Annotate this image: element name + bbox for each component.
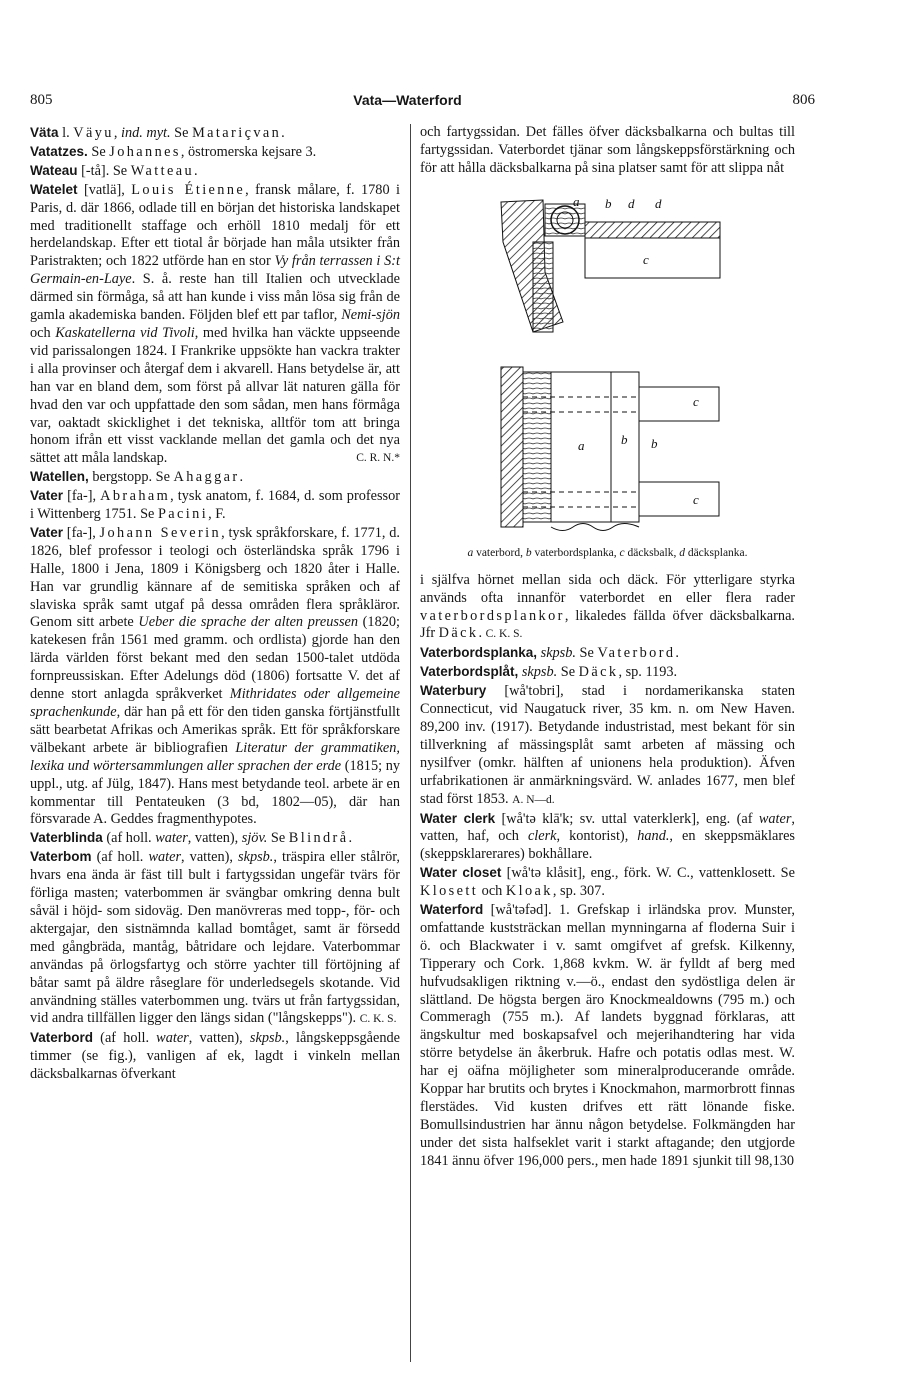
left-page-number: 805 [30, 92, 53, 108]
entry-vata: Väta l. Väyu, ind. myt. Se Matariçvan. [30, 125, 285, 141]
signature: A. N—d. [512, 793, 555, 806]
label-d: d [627, 195, 634, 211]
vaterbord-figure [493, 182, 723, 542]
entry-vaterbord: Vaterbord (af holl. water, vatten), skpsb., långskeppsgående timmer (se fig.), vanligen af ek, lagdt i vinkeln mellan däcksbalkarnas öfverkant [30, 1030, 401, 1083]
label-c: c [642, 251, 649, 267]
entry-waterford: Waterford [wå'təfəd]. 1. Grefskap i irländska prov. Munster, omfattande kuststräckan mellan mynningarna af floderna Suir i ö. och Blackwater i v. samt omgifvet af grefsk. Kilkenny, Tipperary och Cork. 1,868 kvkm. W. är fylldt af berg med hufvudsakligen riktning v.—ö., endast den sydöstliga delen är slättland. De högsta bergen äro Knockmealdowns (795 m.) och Commeragh (755 m.). Af landets byggnad förklaras, att ängskultur med boskapsafvel och mejerihandtering har vida större betydelse än åkerbruk. Hafre och potatis odlas mest. W. har ej oäfna möjligheter som mineralproducerande område. Koppar har brutits och brytes i Knockmahon, marmorbrott finnas flerstädes. Vid kusten drifves ett rätt lönande fiske. Bomullsindustrien har ännu någon betydelse. Folkmängden har under det sista halfseklet varit i starkt aftagande; den utgjorde 1841 ännu öfver 196,000 pers., men hade 1891 sjunkit till 98,130 [420, 902, 795, 1169]
entry-waterbury: Waterbury [wå'tobri], stad i nordamerikanska staten Connecticut, vid Naugatuck river, 35 km. n. om New Haven. 89,200 inv. (1917). Betydande industristad, mest bekant för sin tillverkning af mässingsplåt samt arbeten af mässing och nysilfver (omkr. hälften af unionens hela produktion). Äfven urfabrikationen är anmärkningsvärd. W. anlades 1677, men blef stad först 1853. A. N—d. [420, 683, 795, 807]
continuation-text-2: i själfva hörnet mellan sida och däck. För ytterligare styrka används ofta innanför vaterbordet en eller flera rader vaterbordsplankor, likaledes fällda öfver däcksbalkarna. Jfr Däck. C. K. S. [420, 571, 795, 642]
signature: C. R. N.* [356, 452, 400, 465]
signature: C. K. S. [485, 628, 523, 641]
continuation-text: och fartygssidan. Det fälles öfver däcksbalkarna och bultas till fartygssidan. Vaterbordet tjänar som långskeppsförstärkning och för att hålla däcksbalkarna på sina platser samt för att slippa nåt [420, 124, 795, 176]
right-page-number: 806 [792, 92, 815, 108]
label-b: b [620, 431, 627, 447]
label-a: a [572, 193, 579, 209]
entry-vaterblinda: Vaterblinda (af holl. water, vatten), sjöv. Se Blindrå. [30, 830, 353, 847]
entry-vaterbordsplanka: Vaterbordsplanka, skpsb. Se Vaterbord. [420, 645, 679, 662]
right-column [420, 124, 795, 1171]
entry-water-closet: Water closet [wå'tə klåsit], eng., förk. W. C., vattenklosett. Se Klosett och Kloak, sp. 307. [420, 865, 795, 900]
entry-vaterbom: Vaterbom (af holl. water, vatten), skpsb., träspira eller stålrör, hvars ena ända är fäst till bult i fartygssidan ungefär tvärs för förliga masten; vaterbommen är svängbar omkring denna bult såväl i höjd- som sidoväg. Den manövreras med topp-, för- och aktergajar, den sistnämnda kallad bomtåget, samt är försedd med gångbräda, mantåg, båtridare och lejdare. Vaterbommar användas på örlogsfartyg och större yachter till förtöjning af båtar samt på äldre råseglare för underledsegels skotande. Vid användning ställes vaterbommen ung. tvärs ut från fartygssidan, vid andra tillfällen ligger den längs sidan ("långskepps"). C. K. S. [30, 849, 400, 1027]
label-b: b [650, 435, 657, 451]
label-a: a [577, 437, 584, 453]
section-drawing [501, 200, 720, 332]
entry-vater-abraham: Vater [fa-], Abraham, tysk anatom, f. 1684, d. som professor i Wittenberg 1751. Se Pacini, F. [30, 488, 400, 523]
page-header [0, 92, 920, 114]
entry-watelet: Watelet [vatlä], Louis Étienne, fransk målare, f. 1780 i Paris, d. där 1866, odlade till en början det historiska landskapet med traditionellt staffage och erhöll 1810 medalj för ett herdelandskap. Efter ett tiotal år började han måla utsikter från Paristrakten; och 1822 utförde han en stor Vy från terrassen i S:t Germain-en-Laye. S. å. reste han till Italien och utvecklade därmed sin förmåga, så att han kunde i viss mån lösa sig från de gamla akademiska banden. Följden blef ett par taflor, Nemi-sjön och Kaskatellerna vid Tivoli, med hvilka han väckte uppseende vid parissalongen 1824. I Frankrike uppsökte han vackra trakter i alla provinser och återgaf dem i akvarell. Hans betydelse är, att han var en bland dem, som först på allvar lät naturen gälla för hvad den var och uppfattade den som sådan, men hans förmåga var, oaktadt skicklighet i det tekniska, alltför tom att bringa honom ifrån ett visst vacklande mellan det gamla och det nya sättet att måla landskap. C. R. N.* [30, 181, 401, 467]
label-d: d [654, 195, 661, 211]
plan-drawing [501, 367, 719, 531]
entry-wateau: Wateau [-tå]. Se Watteau. [30, 162, 198, 179]
entry-vatatzes: Vatatzes. Se Johannes, östromerska kejsare 3. [30, 143, 317, 160]
running-title: Vata—Waterford [353, 92, 462, 108]
label-c: c [692, 393, 699, 409]
label-c: c [692, 491, 699, 507]
entry-vaterbordsplat: Vaterbordsplåt, skpsb. Se Däck, sp. 1193. [420, 664, 678, 681]
figure-caption: a vaterbord, b vaterbordsplanka, c däcksbalk, d däcksplanka. [467, 546, 748, 559]
label-b: b [604, 195, 611, 211]
signature: C. K. S. [359, 1013, 397, 1026]
left-column [30, 124, 400, 1084]
entry-water-clerk: Water clerk [wå'tə klā'k; sv. uttal vaterklerk], eng. (af water, vatten, haf, och clerk, kontorist), hand., en skeppsmäklares (skeppsklarerares) bokhållare. [420, 810, 795, 863]
entry-vater-johann: Vater [fa-], Johann Severin, tysk språkforskare, f. 1771, d. 1826, blef professor i teologi och österländska språk 1796 i Halle, 1800 i Jena, 1809 i Königsberg och 1820 åter i Halle. Han var grundlig kännare af de semitiska språken och af slaviska språk samt utgaf på dessa områden flera språkläror. Genom sitt arbete Ueber die sprache der alten preussen (1820; katekesen från 1561 med gramm. och ordlista) gjorde han den lärda världen först bekant med den sedan 1500-talet utdöda fornpreussiskan. Efter Adelungs död (1806) fortsatte V. det af denne stort anlagda språkverket Mithridates oder allgemeine sprachenkunde, där han på ett för den tiden ganska förtjänstfullt sätt bearbetat Afrikas och Amerikas språk. Ett för språkforskare välbekant arbete är bibliografien Literatur der grammatiken, lexika und wörtersammlungen aller sprachen der erde (1815; ny uppl., utg. af Jülg, 1847). Hans mest betydande teol. arbete är en kommentar till Pentateuken (3 bd, 1802—05), där han försvarade A. Geddes fragmenthypotes. [30, 524, 400, 828]
entry-watellen: Watellen, bergstopp. Se Ahaggar. [30, 469, 244, 486]
column-divider [410, 124, 411, 1362]
